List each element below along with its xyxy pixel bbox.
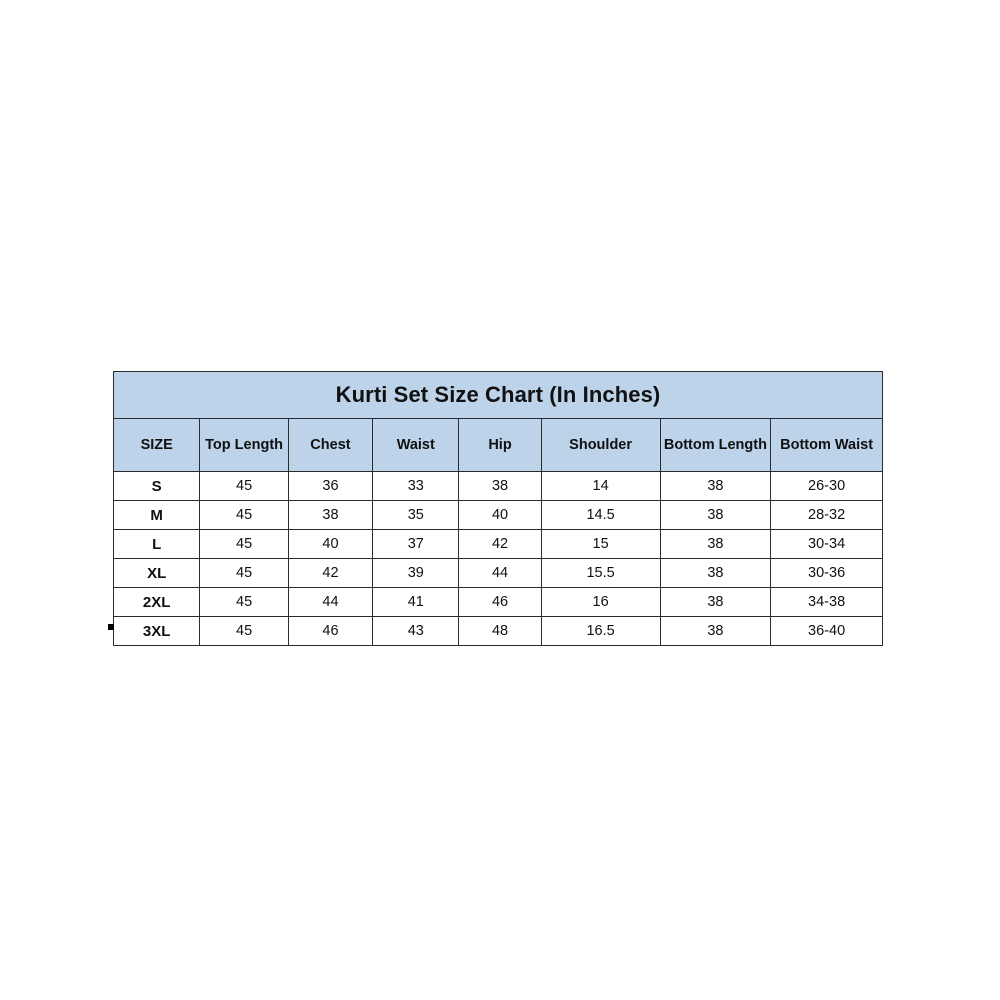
size-chart-table <box>113 371 883 646</box>
size-chart-container <box>113 371 883 646</box>
cell-chest: 46 <box>288 617 372 646</box>
column-header-hip: Hip <box>459 419 541 472</box>
cell-bottom-length: 38 <box>660 588 771 617</box>
cell-top-length: 45 <box>200 530 288 559</box>
cell-bottom-waist: 30-34 <box>771 530 883 559</box>
cell-size: 2XL <box>114 588 200 617</box>
column-header-waist: Waist <box>373 419 459 472</box>
cell-waist: 37 <box>373 530 459 559</box>
column-header-size: SIZE <box>114 419 200 472</box>
cell-bottom-length: 38 <box>660 559 771 588</box>
cell-bottom-waist: 28-32 <box>771 501 883 530</box>
cell-bottom-waist: 30-36 <box>771 559 883 588</box>
cell-hip: 38 <box>459 472 541 501</box>
column-header-bottom-waist: Bottom Waist <box>771 419 883 472</box>
cell-bottom-waist: 26-30 <box>771 472 883 501</box>
cell-waist: 33 <box>373 472 459 501</box>
cell-top-length: 45 <box>200 559 288 588</box>
cell-top-length: 45 <box>200 617 288 646</box>
cell-waist: 41 <box>373 588 459 617</box>
cell-chest: 38 <box>288 501 372 530</box>
cell-hip: 44 <box>459 559 541 588</box>
column-header-shoulder: Shoulder <box>541 419 660 472</box>
cell-shoulder: 16 <box>541 588 660 617</box>
cell-chest: 44 <box>288 588 372 617</box>
table-header-row <box>114 419 883 472</box>
table-row <box>114 472 883 501</box>
cell-top-length: 45 <box>200 588 288 617</box>
cell-waist: 35 <box>373 501 459 530</box>
cell-chest: 40 <box>288 530 372 559</box>
cell-shoulder: 15.5 <box>541 559 660 588</box>
cell-hip: 42 <box>459 530 541 559</box>
table-row <box>114 617 883 646</box>
cell-chest: 36 <box>288 472 372 501</box>
cell-bottom-length: 38 <box>660 617 771 646</box>
cell-chest: 42 <box>288 559 372 588</box>
cell-bottom-length: 38 <box>660 472 771 501</box>
cell-bottom-waist: 34-38 <box>771 588 883 617</box>
cell-size: 3XL <box>114 617 200 646</box>
cell-size: S <box>114 472 200 501</box>
table-row <box>114 530 883 559</box>
table-row <box>114 501 883 530</box>
cell-waist: 39 <box>373 559 459 588</box>
cell-shoulder: 15 <box>541 530 660 559</box>
chart-title-row <box>114 372 883 419</box>
cell-waist: 43 <box>373 617 459 646</box>
corner-marker <box>108 624 114 630</box>
cell-bottom-length: 38 <box>660 501 771 530</box>
cell-shoulder: 14 <box>541 472 660 501</box>
cell-top-length: 45 <box>200 472 288 501</box>
cell-hip: 46 <box>459 588 541 617</box>
table-row <box>114 559 883 588</box>
column-header-bottom-length: Bottom Length <box>660 419 771 472</box>
cell-bottom-length: 38 <box>660 530 771 559</box>
cell-bottom-waist: 36-40 <box>771 617 883 646</box>
cell-size: L <box>114 530 200 559</box>
cell-size: XL <box>114 559 200 588</box>
table-row <box>114 588 883 617</box>
cell-shoulder: 14.5 <box>541 501 660 530</box>
cell-top-length: 45 <box>200 501 288 530</box>
cell-shoulder: 16.5 <box>541 617 660 646</box>
column-header-top-length: Top Length <box>200 419 288 472</box>
cell-hip: 40 <box>459 501 541 530</box>
chart-title: Kurti Set Size Chart (In Inches) <box>114 372 883 419</box>
column-header-chest: Chest <box>288 419 372 472</box>
cell-size: M <box>114 501 200 530</box>
cell-hip: 48 <box>459 617 541 646</box>
